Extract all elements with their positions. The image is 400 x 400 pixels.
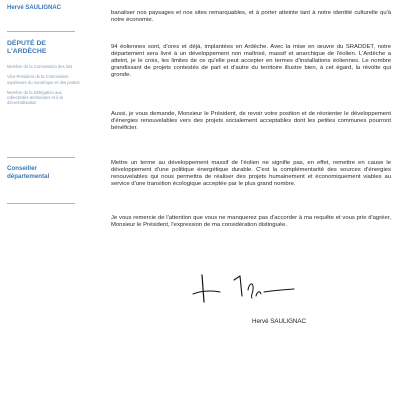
letter-paragraph: Je vous remercie de l'attention que vous ne manquerez pas d'accorder à ma requête et vous prie d'agréer, Monsieur le Président, l'expression de ma considération distinguée. <box>111 215 391 229</box>
letter-paragraph: Mettre un terme au développement massif de l'éolien ne signifie pas, en effet, remettre en cause le développement d'une politique énergétique durable. C'est la complémentarité des sources d'énergies renouvelables qui nous permettra de réaliser des projets humainement et économiquement viables au service d'une transition écologique acceptée par le plus grand nombre. <box>111 160 391 188</box>
sender-secondary-title: Conseiller départemental <box>7 165 50 180</box>
role-item: Membre de la Délégation aux collectivités territoriales et à la décentralisation <box>7 89 63 106</box>
letter-paragraph: Aussi, je vous demande, Monsieur le Président, de revoir votre position et de réorienter le développement d'énergies renouvelables vers des projets socialement acceptables dont les petites communes pourront bénéficier. <box>111 111 391 132</box>
sidebar-divider <box>7 157 75 158</box>
signer-name: Hervé SAULIGNAC <box>252 318 306 325</box>
letter-paragraph: 94 éoliennes sont, d'ores et déjà, implantées en Ardèche. Avec la mise en œuvre du SRADDET, notre département sera livré à un développement non maîtrisé, massif et anarchique de l'éolien. L'Ardèche a atteint, je le crois, les limites de ce qu'elle peut accepter en termes d'installations éoliennes. Le nombre grandissant de projets contestés de part et d'autre du territoire illustre bien, à cet égard, la révolte qui gronde. <box>111 44 391 79</box>
sidebar-divider <box>7 203 75 204</box>
role-item: Vice-Président de la Commission supérieure du numérique et des postes <box>7 74 80 85</box>
sidebar-divider <box>7 31 75 32</box>
sender-title: DÉPUTÉ DE L'ARDÈCHE <box>7 40 47 55</box>
letter-paragraph: banaliser nos paysages et nos sites remarquables, et à porter atteinte tant à notre identité culturelle qu'à notre économie. <box>111 10 391 24</box>
sender-roles <box>7 64 81 111</box>
handwritten-signature <box>190 272 310 306</box>
role-item: Membre de la Commission des lois <box>7 64 73 69</box>
letterhead-sidebar <box>0 0 80 400</box>
sender-name: Hervé SAULIGNAC <box>7 5 62 11</box>
